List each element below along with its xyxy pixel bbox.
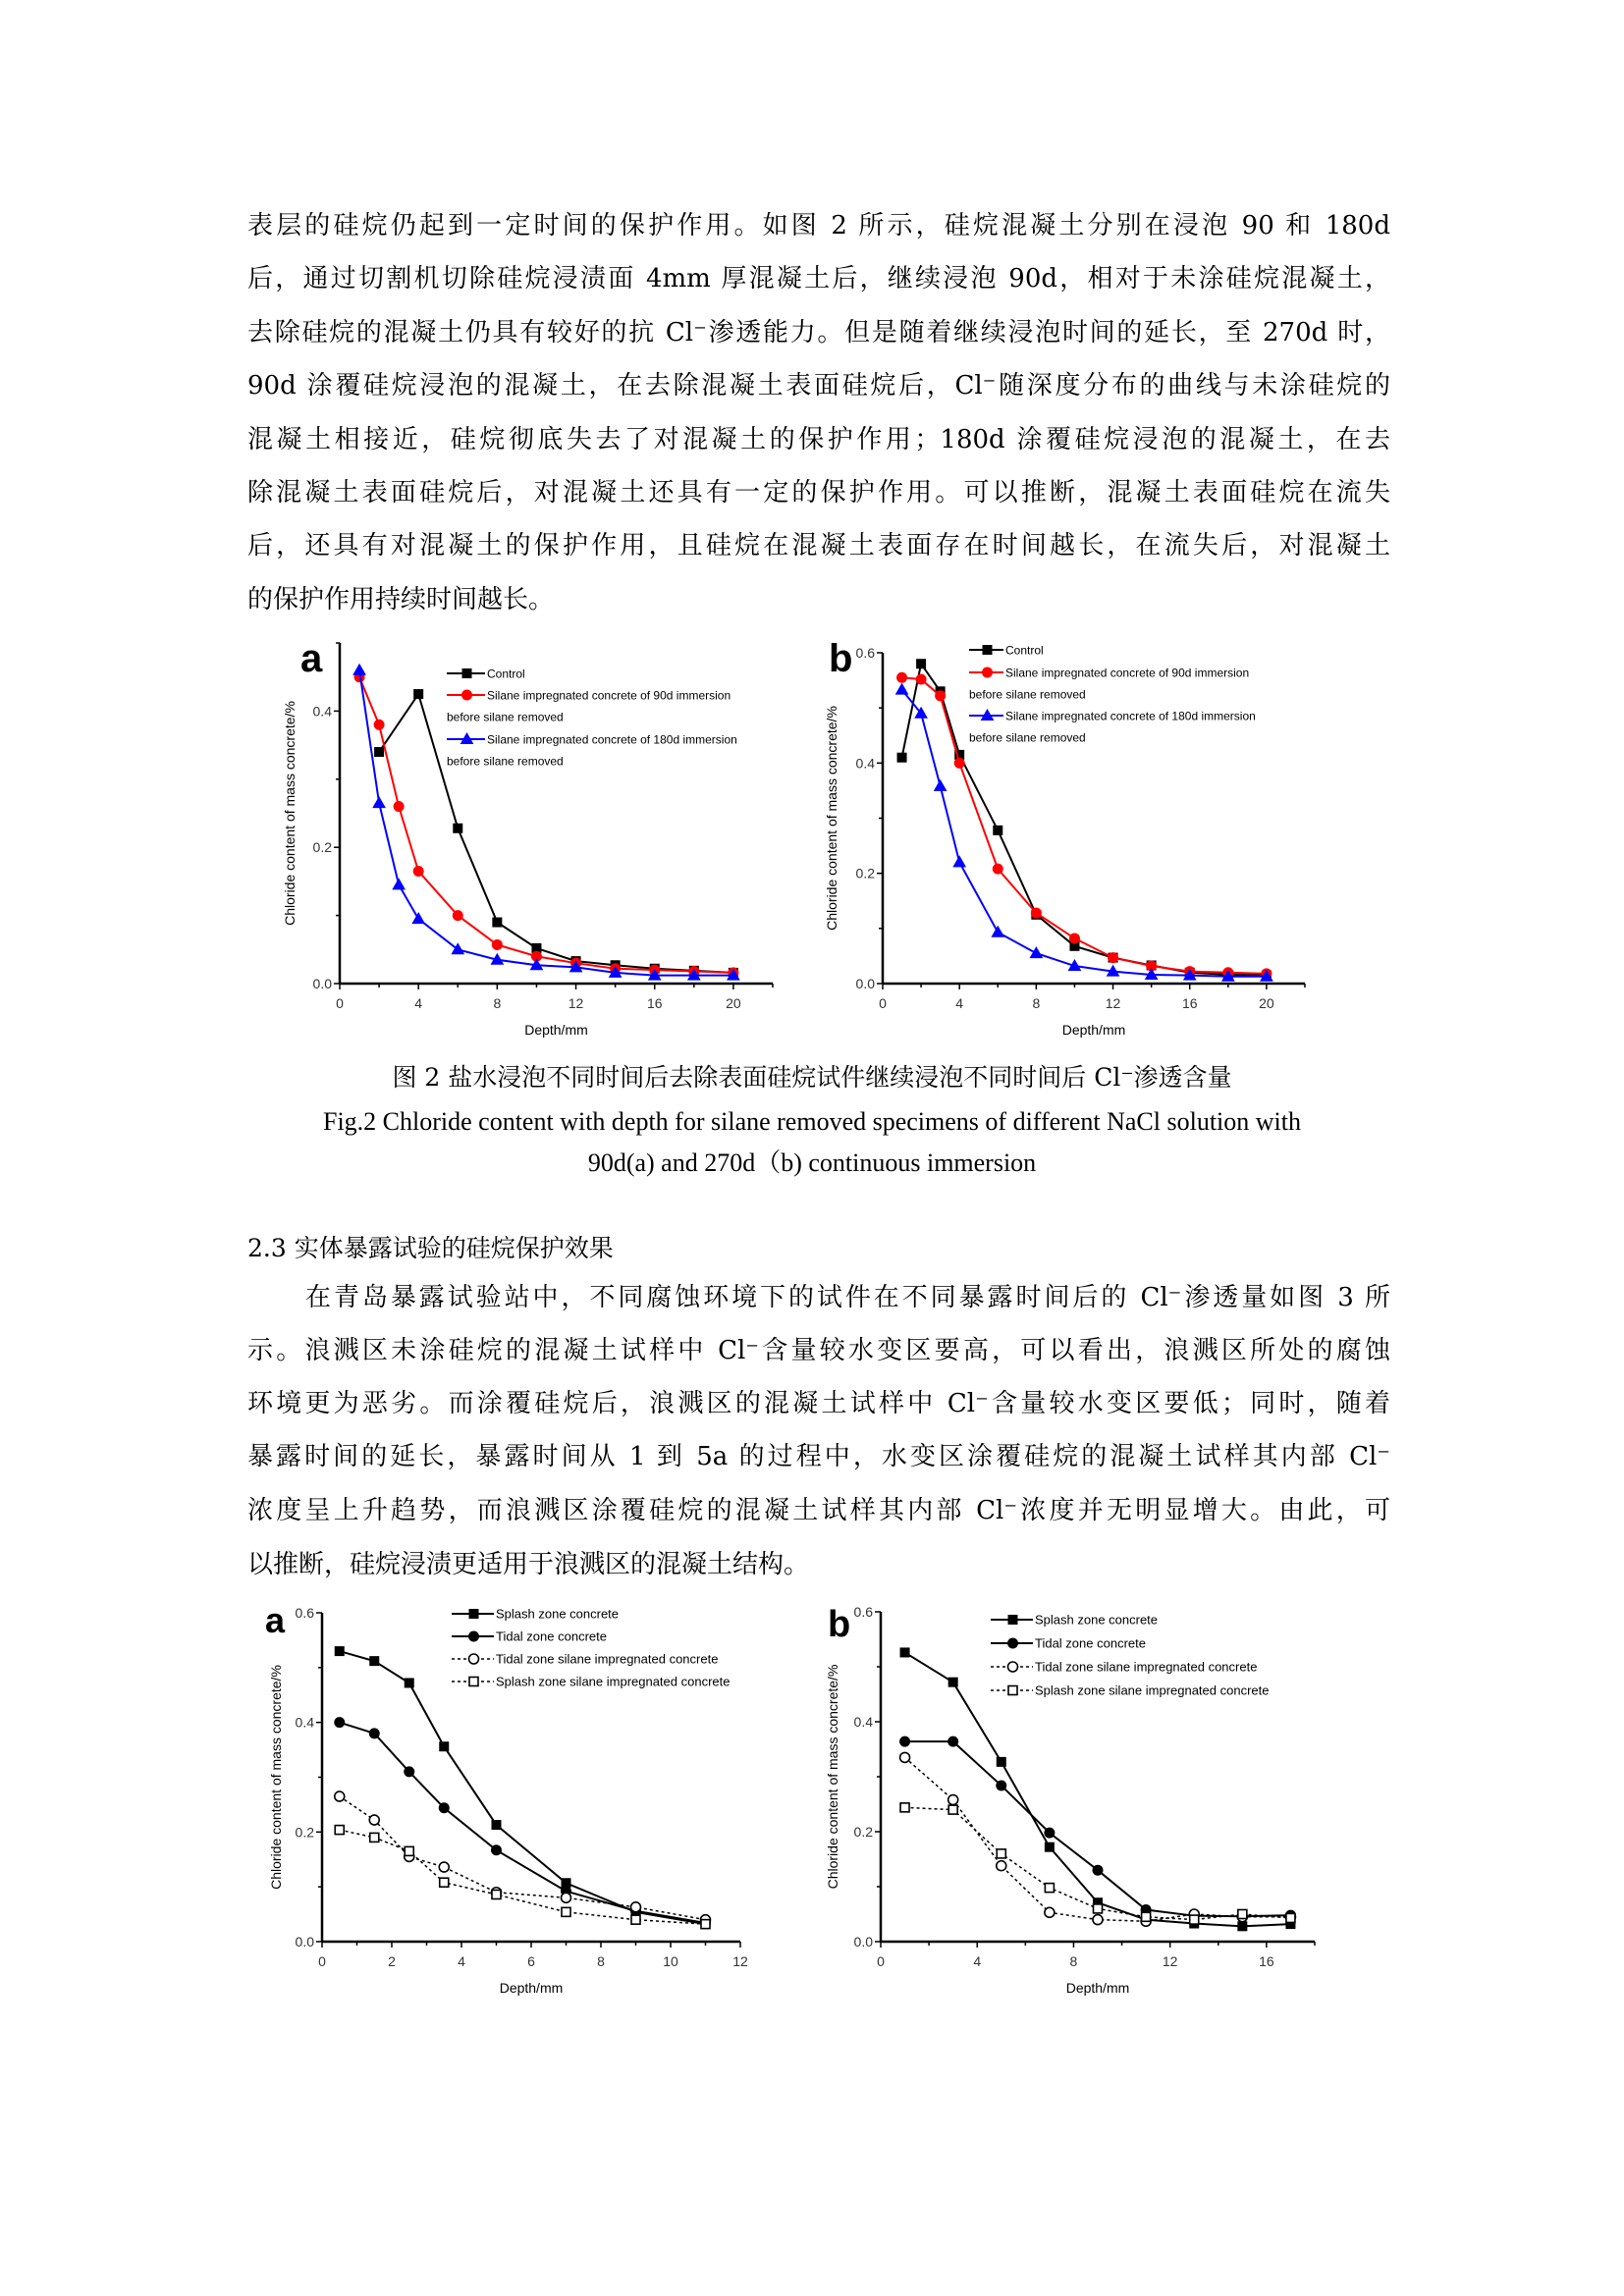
x-tick-label: 6 [527,1953,535,1969]
data-point-circle [335,1718,345,1728]
data-point-circle [900,1752,910,1762]
figure2-caption-en-1: Fig.2 Chloride content with depth for silane removed specimens of different NaCl solution with [323,1107,1301,1136]
x-tick-label: 8 [1069,1953,1078,1969]
legend-label: Splash zone silane impregnated concrete [496,1674,731,1689]
figure2-caption-cn: 图 2 盐水浸泡不同时间后去除表面硅烷试件继续浸泡不同时间后 Cl⁻渗透含量 [392,1063,1232,1092]
data-point-circle [983,667,993,677]
x-tick-label: 4 [458,1953,465,1969]
data-point-triangle [412,913,424,924]
x-tick-label: 12 [1105,995,1121,1011]
panel-label: a [265,1600,286,1640]
series-open-circle [335,1791,711,1925]
legend-label: Silane impregnated concrete of 90d immersion [487,688,731,703]
data-point-circle [492,1845,502,1855]
text-line: 混凝土相接近，硅烷彻底失去了对混凝土的保护作用；180d 涂覆硅烷浸泡的混凝土，在去 [247,425,1390,454]
data-point-circle [1008,1662,1018,1672]
x-axis-label: Depth/mm [499,1980,564,1996]
data-point-circle [997,1861,1006,1871]
data-point-square [375,748,384,757]
data-point-square [405,1679,413,1687]
data-point-square [948,1678,957,1686]
panel-label: b [829,637,853,680]
figure2-caption-en-2: 90d(a) and 270d（b) continuous immersion [587,1148,1037,1177]
legend-label: Splash zone concrete [496,1606,620,1622]
legend-item [452,1629,607,1644]
data-point-square [469,1678,478,1686]
y-tick-label: 0.2 [295,1824,314,1841]
data-point-circle [469,1654,479,1664]
x-tick-label: 4 [414,995,423,1011]
data-point-square [983,646,992,655]
text-line: 去除硅烷的混凝土仍具有较好的抗 Cl⁻渗透能力。但是随着继续浸泡时间的延长，至 270d 时， [247,318,1390,347]
legend-item [991,1683,1269,1698]
x-tick-label: 16 [1181,995,1198,1011]
panel-label: a [300,637,323,680]
x-tick-label: 10 [663,1953,678,1969]
x-axis-label: Depth/mm [1061,1022,1126,1038]
legend-item [969,710,1256,745]
data-point-circle [1008,1638,1018,1648]
text-line: 暴露时间的延长，暴露时间从 1 到 5a 的过程中，水变区涂覆硅烷的混凝土试样其内部 Cl⁻ [247,1442,1390,1471]
data-point-circle [948,1736,958,1746]
data-point-circle [948,1795,958,1805]
data-point-circle [453,911,462,921]
data-point-circle [492,939,502,949]
x-tick-label: 4 [955,995,964,1011]
x-tick-label: 16 [1259,1953,1274,1969]
y-tick-label: 0.6 [853,1604,873,1620]
data-point-square [335,1647,344,1656]
y-tick-label: 0.2 [853,1824,873,1840]
series-circle [900,1736,1296,1921]
data-point-square [1286,1913,1295,1922]
legend-item [447,667,525,681]
legend-label: Silane impregnated concrete of 180d immersion [487,732,737,747]
legend-label: Tidal zone silane impregnated concrete [1035,1659,1258,1675]
x-tick-label: 12 [1162,1953,1178,1969]
series-line [905,1741,1291,1916]
data-point-circle [1045,1907,1055,1917]
data-point-square [1238,1922,1247,1931]
text-line: 以推断，硅烷浸渍更适用于浪溅区的混凝土结构。 [247,1550,810,1579]
chart-fig2a [282,637,773,1038]
legend-label: Control [1005,643,1044,658]
legend-item [991,1660,1257,1675]
y-axis-label: Chloride content of mass concrete/% [268,1665,284,1890]
legend-item [991,1636,1146,1651]
data-point-square [440,1742,449,1751]
y-tick-label: 0.2 [855,865,875,881]
x-tick-label: 8 [597,1953,605,1969]
data-point-square [462,669,471,678]
text-line: 后，还具有对混凝土的保护作用，且硅烷在混凝土表面存在时间越长，在流失后，对混凝土 [247,531,1390,561]
chart-fig2b [824,637,1305,1038]
data-point-square [1008,1686,1017,1695]
text-line: 示。浪溅区未涂硅烷的混凝土试样中 Cl⁻含量较水变区要高，可以看出，浪溅区所处的腐蚀 [247,1336,1390,1365]
text-line: 后，通过切割机切除硅烷浸渍面 4mm 厚混凝土后，继续浸泡 90d，相对于未涂硅烷混凝土， [247,264,1390,294]
y-tick-label: 0.4 [295,1714,314,1731]
data-point-circle [469,1631,479,1641]
data-point-circle [954,758,964,768]
y-tick-label: 0.6 [295,1605,314,1621]
data-point-circle [1093,1915,1103,1925]
data-point-square [900,1803,909,1812]
legend-item [452,1652,718,1667]
text-line: 的保护作用持续时间越长。 [247,585,555,614]
data-point-circle [993,864,1002,874]
data-point-circle [405,1767,414,1777]
text-line: 在青岛暴露试验站中，不同腐蚀环境下的试件在不同暴露时间后的 Cl⁻渗透量如图 3 所 [305,1283,1390,1312]
data-point-circle [1109,953,1118,963]
data-point-square [1142,1912,1151,1921]
data-point-square [562,1907,570,1916]
legend-label-cont: before silane removed [969,730,1086,745]
data-point-circle [1031,908,1041,918]
y-tick-label: 0.0 [295,1934,314,1949]
data-point-circle [374,720,384,729]
data-point-square [454,824,462,832]
x-axis-label: Depth/mm [524,1022,588,1038]
data-point-triangle [373,797,385,808]
data-point-circle [462,690,472,700]
section-heading: 2.3 实体暴露试验的硅烷保护效果 [247,1234,614,1262]
text-line: 表层的硅烷仍起到一定时间的保护作用。如图 2 所示，硅烷混凝土分别在浸泡 90 和 180d [247,211,1390,240]
series-open-square [900,1803,1295,1924]
legend-item [452,1607,619,1622]
y-tick-label: 0.4 [853,1714,873,1730]
legend-item [991,1613,1158,1628]
x-axis-label: Depth/mm [1065,1980,1130,1996]
legend-label: Tidal zone concrete [1035,1635,1146,1651]
data-point-square [917,660,926,668]
x-tick-label: 16 [646,995,663,1011]
data-point-circle [1069,934,1079,943]
data-point-circle [369,1815,379,1825]
y-tick-label: 0.6 [855,645,875,661]
x-tick-label: 0 [318,1953,326,1969]
data-point-square [492,1821,501,1830]
x-tick-label: 8 [493,995,502,1011]
text-line: 除混凝土表面硅烷后，对混凝土还具有一定的保护作用。可以推断，混凝土表面硅烷在流失 [247,478,1390,507]
legend-item [969,644,1044,658]
series-square [897,660,1271,980]
x-tick-label: 8 [1032,995,1041,1011]
y-tick-label: 0.0 [853,1934,873,1949]
data-point-square [1094,1904,1103,1913]
chart-fig3b [825,1604,1315,1996]
x-tick-label: 2 [388,1953,396,1969]
series-line [340,1723,706,1923]
y-axis-label: Chloride content of mass concrete/% [824,706,839,931]
data-point-triangle [1030,947,1042,958]
legend-label: Control [487,667,525,681]
text-line: 90d 涂覆硅烷浸泡的混凝土，在去除混凝土表面硅烷后，Cl⁻随深度分布的曲线与未涂硅烷的 [247,371,1390,400]
data-point-square [631,1915,640,1924]
data-point-circle [897,672,907,682]
y-tick-label: 0.4 [312,703,332,720]
data-point-square [335,1826,344,1835]
data-point-circle [1045,1828,1055,1838]
series-square [335,1647,710,1929]
data-point-circle [916,674,926,684]
data-point-circle [369,1729,379,1738]
x-tick-label: 4 [973,1953,982,1969]
legend-label: Splash zone concrete [1035,1612,1159,1628]
data-point-circle [439,1803,449,1813]
y-tick-label: 0.0 [855,976,875,991]
data-point-square [1008,1616,1017,1625]
data-point-square [469,1610,478,1619]
series-line [905,1757,1291,1921]
data-point-square [414,690,423,699]
legend-item [452,1675,730,1689]
legend-label: Tidal zone concrete [496,1629,607,1644]
y-axis-label: Chloride content of mass concrete/% [825,1664,840,1890]
legend-label: Silane impregnated concrete of 90d immersion [1005,666,1250,680]
data-point-square [1045,1884,1054,1893]
data-point-circle [631,1902,641,1912]
data-point-square [997,1849,1005,1858]
text-line: 浓度呈上升趋势，而浪溅区涂覆硅烷的混凝土试样其内部 Cl⁻浓度并无明显增大。由此，可 [247,1496,1390,1525]
legend-label: Tidal zone silane impregnated concrete [496,1651,719,1667]
data-point-square [405,1846,413,1855]
data-point-circle [936,691,946,701]
data-point-triangle [393,879,405,889]
x-tick-label: 12 [732,1953,748,1969]
data-point-square [997,1757,1005,1766]
data-point-square [1190,1915,1199,1924]
legend-label: Splash zone silane impregnated concrete [1035,1682,1270,1698]
legend-item [447,733,737,769]
data-point-square [994,826,1002,834]
data-point-triangle [992,927,1003,937]
legend-item [969,667,1249,702]
data-point-square [492,1890,501,1898]
legend-label-cont: before silane removed [969,687,1086,702]
data-point-circle [439,1862,449,1872]
legend-item [447,689,731,724]
series-circle [335,1718,711,1928]
y-axis-label: Chloride content of mass concrete/% [282,701,298,926]
data-point-circle [394,802,404,812]
chart-fig3a [265,1600,748,1996]
data-point-circle [562,1893,571,1902]
data-point-circle [997,1781,1006,1790]
data-point-square [370,1833,379,1842]
x-tick-label: 0 [877,1953,885,1969]
data-point-triangle [953,856,965,867]
x-tick-label: 0 [336,995,344,1011]
data-point-triangle [935,780,947,791]
y-tick-label: 0.0 [312,976,332,991]
x-tick-label: 12 [568,995,584,1011]
data-point-square [897,753,906,762]
y-tick-label: 0.2 [312,839,332,856]
x-tick-label: 20 [1259,995,1274,1011]
data-point-circle [335,1791,345,1801]
data-point-circle [900,1736,910,1746]
legend-label: Silane impregnated concrete of 180d immersion [1005,709,1256,723]
data-point-square [1238,1910,1247,1919]
data-point-square [948,1805,957,1814]
legend-label-cont: before silane removed [447,710,564,724]
data-point-square [493,918,502,927]
data-point-square [900,1648,909,1657]
series-line [340,1651,706,1924]
data-point-triangle [896,684,908,695]
x-tick-label: 0 [879,995,887,1011]
y-tick-label: 0.4 [855,755,875,772]
data-point-square [701,1920,710,1929]
data-point-circle [1093,1865,1103,1875]
data-point-square [370,1657,379,1666]
panel-label: b [828,1604,851,1645]
text-line: 环境更为恶劣。而涂覆硅烷后，浪溅区的混凝土试样中 Cl⁻含量较水变区要低；同时，随着 [247,1389,1390,1418]
data-point-circle [413,866,423,876]
legend-label-cont: before silane removed [447,754,564,769]
x-tick-label: 20 [726,995,741,1011]
data-point-triangle [353,665,365,675]
data-point-square [1045,1842,1054,1851]
data-point-square [440,1878,449,1887]
